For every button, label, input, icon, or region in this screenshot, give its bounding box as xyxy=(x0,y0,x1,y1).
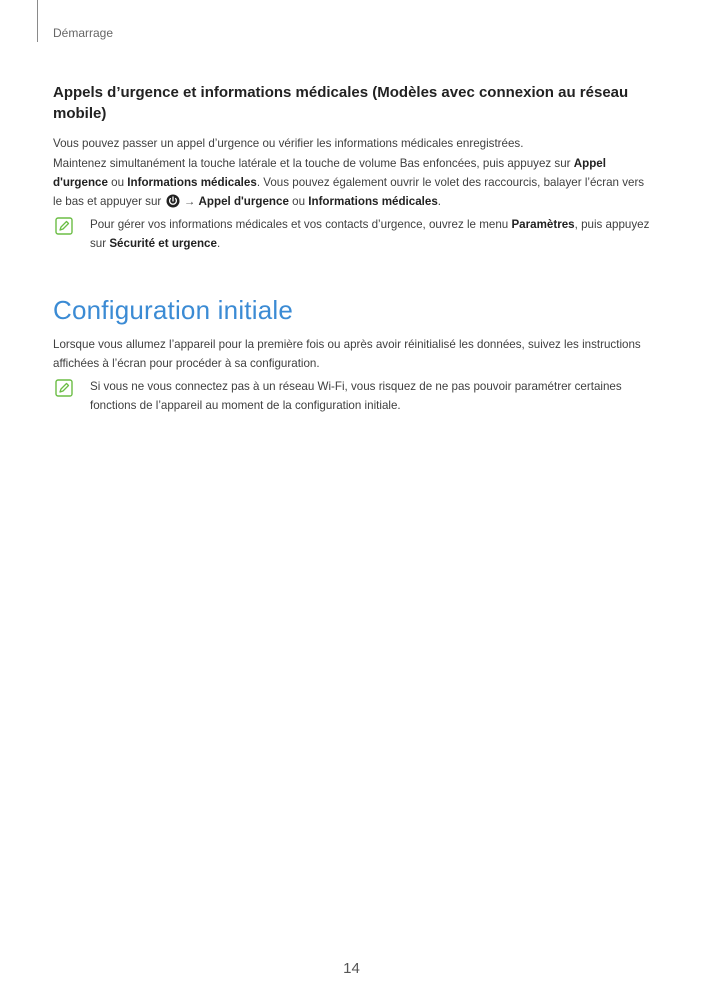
setup-body: Lorsque vous allumez l’appareil pour la première fois ou après avoir réinitialisé les données, suivez les instructions affichées à l’écran pour procéder à sa configuration. xyxy=(53,338,641,370)
medical-info-label-2: Informations médicales xyxy=(308,195,438,208)
section-header: Démarrage xyxy=(53,26,114,40)
emergency-instructions: Maintenez simultanément la touche latérale et la touche de volume Bas enfoncées, puis appuyez sur Appel d'urgence ou Informations médicales. Vous pouvez également ouvrir le volet des raccourcis, balayer l’écran vers le bas et appuyer sur → Appel d'urgence ou Informations médicales. xyxy=(53,157,645,208)
emergency-note xyxy=(53,215,651,253)
safety-emergency-label: Sécurité et urgence xyxy=(109,237,217,250)
power-icon xyxy=(166,194,180,208)
settings-label: Paramètres xyxy=(511,218,575,231)
setup-heading: Configuration initiale xyxy=(53,295,293,325)
note-pencil-icon xyxy=(55,379,73,397)
setup-section xyxy=(53,295,651,415)
margin-rule xyxy=(37,0,38,42)
page-number: 14 xyxy=(343,960,360,977)
setup-note-text: Si vous ne vous connectez pas à un réseau Wi-Fi, vous risquez de ne pas pouvoir paramétrer certaines fonctions de l’appareil au moment de la configuration initiale. xyxy=(90,380,622,412)
setup-note xyxy=(53,377,651,415)
emergency-heading: Appels d’urgence et informations médicales (Modèles avec connexion au réseau mobile) xyxy=(53,84,629,122)
emergency-section xyxy=(53,82,651,253)
emergency-call-label-2: Appel d'urgence xyxy=(198,195,289,208)
emergency-intro: Vous pouvez passer un appel d’urgence ou vérifier les informations médicales enregistrées. xyxy=(53,137,524,150)
medical-info-label: Informations médicales xyxy=(127,176,257,189)
emergency-call-label: Appel d'urgence xyxy=(53,157,606,189)
emergency-note-text: Pour gérer vos informations médicales et vos contacts d’urgence, ouvrez le menu Paramètres, puis appuyez sur Sécurité et urgence. xyxy=(90,218,650,250)
note-pencil-icon xyxy=(55,217,73,235)
